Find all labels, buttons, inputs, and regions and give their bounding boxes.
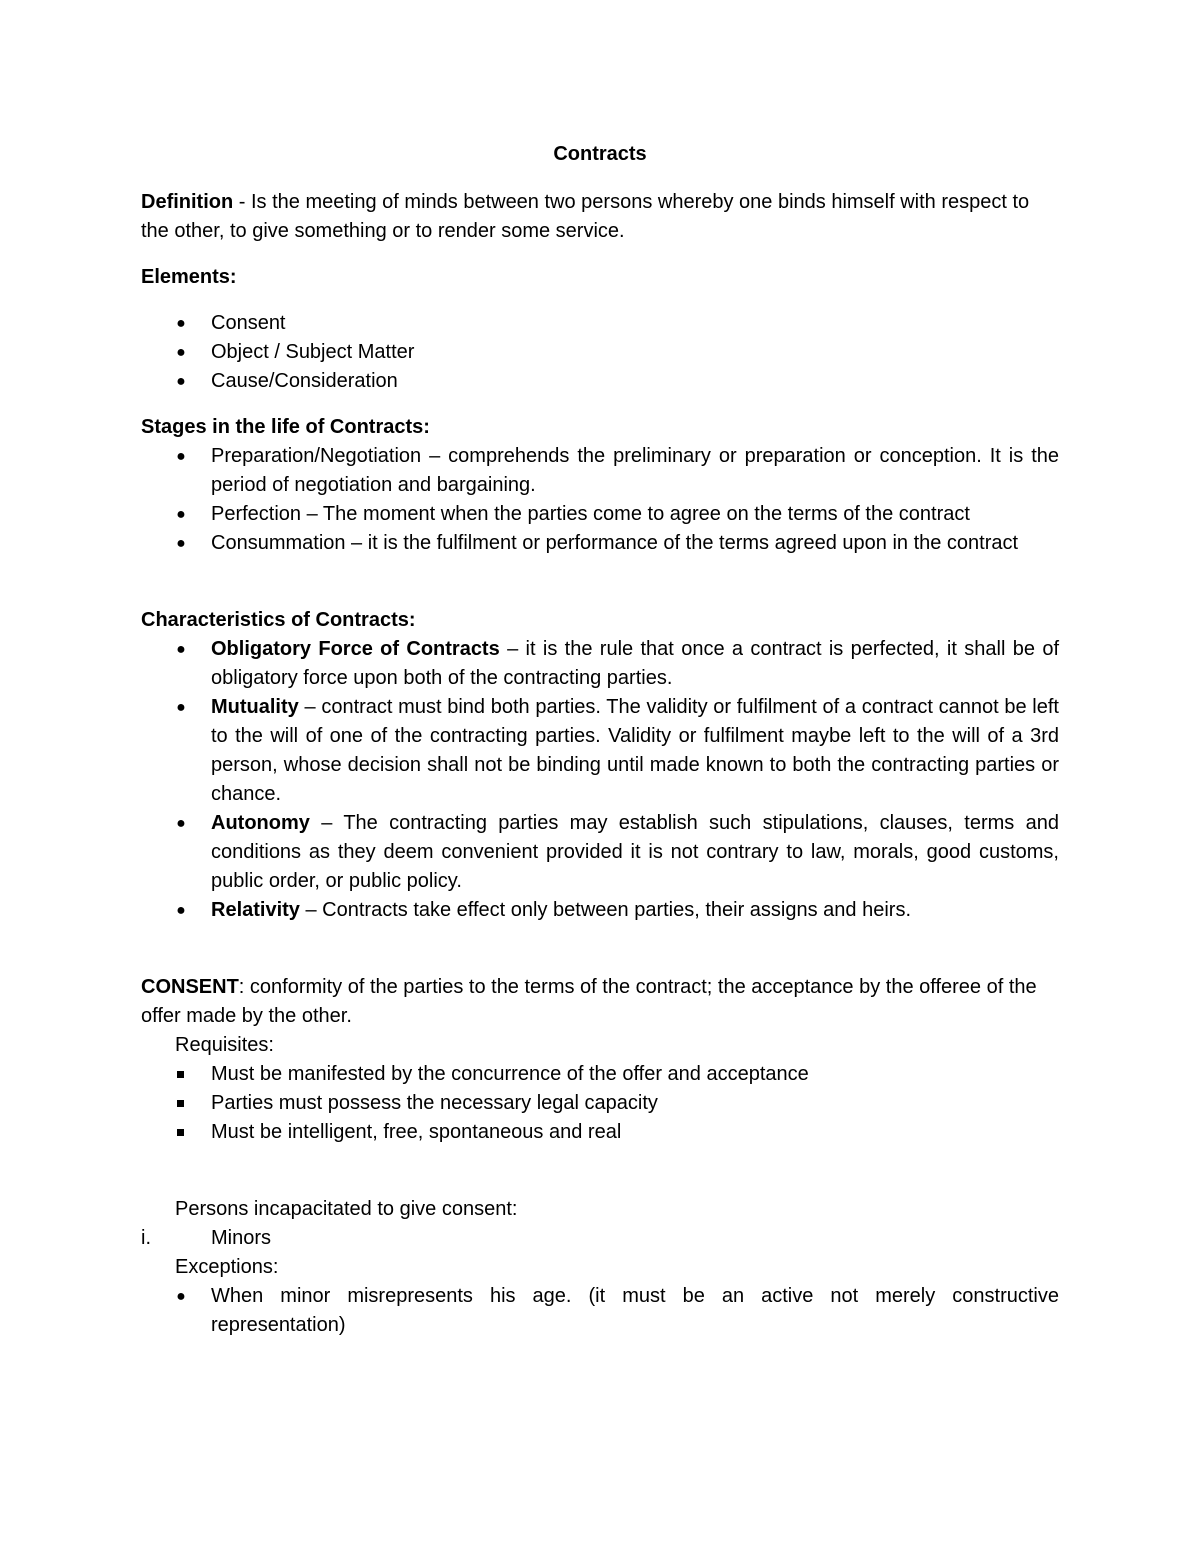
document-body	[141, 140, 1059, 1340]
list-item: Must be manifested by the concurrence of the offer and acceptance	[141, 1060, 1059, 1089]
bullet-icon: ●	[176, 641, 186, 658]
bullet-icon: ●	[176, 902, 186, 919]
list-item: i. Minors	[141, 1224, 1059, 1253]
square-bullet-icon	[177, 1071, 184, 1078]
square-bullet-icon	[177, 1129, 184, 1136]
list-item: ● Object / Subject Matter	[141, 338, 1059, 367]
characteristics-heading: Characteristics of Contracts:	[141, 609, 416, 631]
roman-numeral: i.	[141, 1227, 151, 1249]
list-item: ● When minor misrepresents his age. (it must be an active not merely constructive representation)	[141, 1282, 1059, 1340]
stages-list	[141, 442, 1059, 558]
list-item: Must be intelligent, free, spontaneous and real	[141, 1118, 1059, 1147]
page-title: Contracts	[553, 143, 647, 165]
bullet-icon: ●	[176, 506, 186, 523]
bullet-icon: ●	[176, 373, 186, 390]
requisites-label: Requisites:	[175, 1034, 274, 1056]
list-item: ● Obligatory Force of Contracts – it is the rule that once a contract is perfected, it shall be of obligatory force upon both of the contracting parties.	[141, 635, 1059, 693]
bullet-icon: ●	[176, 315, 186, 332]
list-item: ● Cause/Consideration	[141, 367, 1059, 396]
elements-list	[141, 309, 1059, 396]
elements-heading: Elements:	[141, 266, 237, 288]
bullet-icon: ●	[176, 535, 186, 552]
square-bullet-icon	[177, 1100, 184, 1107]
bullet-icon: ●	[176, 699, 186, 716]
consent-text: : conformity of the parties to the terms of the contract; the acceptance by the offeree of the offer made by the other.	[141, 976, 1037, 1027]
bullet-icon: ●	[176, 448, 186, 465]
list-item: ● Relativity – Contracts take effect only between parties, their assigns and heirs.	[141, 896, 1059, 925]
list-item: ● Preparation/Negotiation – comprehends the preliminary or preparation or conception. It is the period of negotiation and bargaining.	[141, 442, 1059, 500]
characteristics-list	[141, 635, 1059, 925]
consent-label: CONSENT	[141, 976, 239, 998]
list-item: Parties must possess the necessary legal capacity	[141, 1089, 1059, 1118]
exceptions-label: Exceptions:	[175, 1256, 279, 1278]
list-item: ● Autonomy – The contracting parties may establish such stipulations, clauses, terms and conditions as they deem convenient provided it is not contrary to law, morals, good customs, public order, or public policy.	[141, 809, 1059, 896]
stages-heading: Stages in the life of Contracts:	[141, 416, 430, 438]
list-item: ● Mutuality – contract must bind both parties. The validity or fulfilment of a contract cannot be left to the will of one of the contracting parties. Validity or fulfilment maybe left to the will of a 3rd person, whose decision shall not be binding until made known to both the contracting parties or chance.	[141, 693, 1059, 809]
definition-label: Definition	[141, 191, 234, 213]
bullet-icon: ●	[176, 1288, 186, 1305]
consent-paragraph	[141, 973, 1059, 1031]
definition-paragraph	[141, 188, 1059, 246]
bullet-icon: ●	[176, 344, 186, 361]
definition-text: - Is the meeting of minds between two persons whereby one binds himself with respect to the other, to give something or to render some service.	[141, 191, 1030, 242]
incapacitated-label: Persons incapacitated to give consent:	[175, 1198, 518, 1220]
bullet-icon: ●	[176, 815, 186, 832]
requisites-list	[141, 1060, 1059, 1147]
list-item: ● Perfection – The moment when the parties come to agree on the terms of the contract	[141, 500, 1059, 529]
list-item: ● Consummation – it is the fulfilment or performance of the terms agreed upon in the contract	[141, 529, 1059, 558]
list-item: ● Consent	[141, 309, 1059, 338]
exceptions-list	[141, 1282, 1059, 1340]
